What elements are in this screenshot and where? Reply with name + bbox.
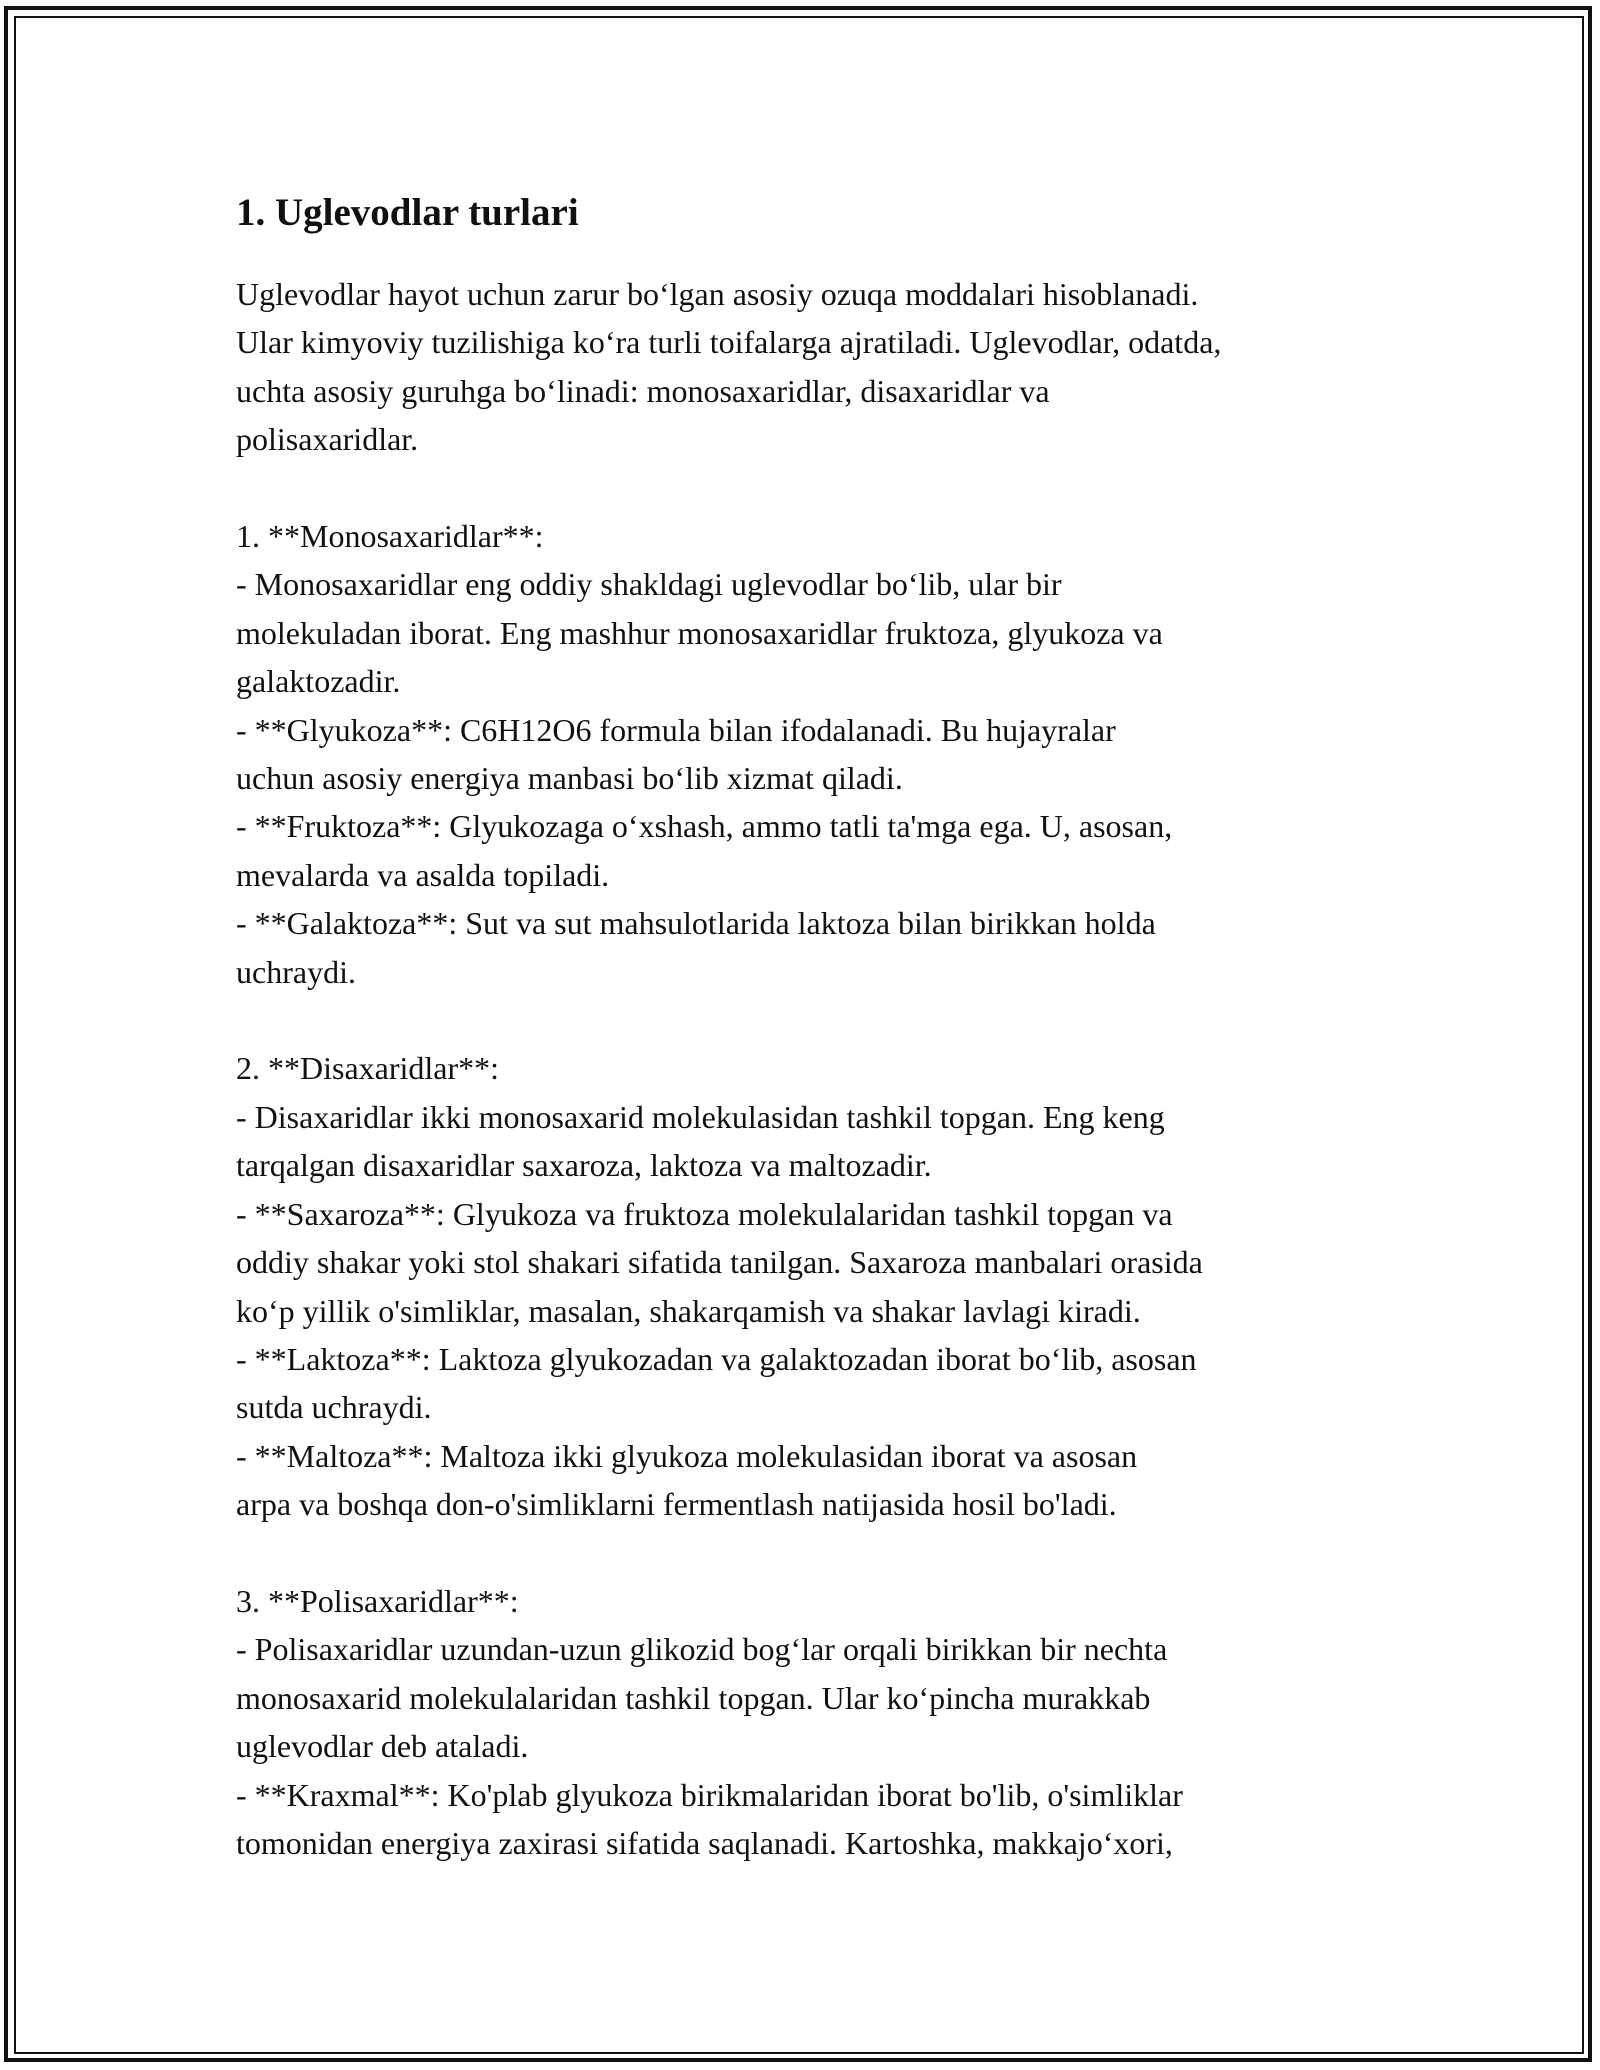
monosaccharides-section: 1. **Monosaxaridlar**: - Monosaxaridlar eng oddiy shakldagi uglevodlar bo‘lib, ular bir molekuladan iborat. Eng mashhur monosaxaridlar fruktoza, glyukoza va galaktozadir. - **Glyukoza**: C6H12O6 formula bilan ifodalanadi. Bu hujayralar uchun asosiy energiya manbasi bo‘lib xizmat qiladi. - **Fruktoza**: Glyukozaga o‘xshash, ammo tatli ta'mga ega. U, asosan, mevalarda va asalda topiladi. - **Galaktoza**: Sut va sut mahsulotlarida laktoza bilan birikkan holda uchraydi.	[236, 518, 1173, 990]
polysaccharides-section: 3. **Polisaxaridlar**: - Polisaxaridlar uzundan-uzun glikozid bog‘lar orqali birikkan bir nechta monosaxarid molekulalaridan tashkil topgan. Ular ko‘pincha murakkab uglevodlar deb ataladi. - **Kraxmal**: Ko'plab glyukoza birikmalaridan iborat bo'lib, o'simliklar tomonidan energiya zaxirasi sifatida saqlanadi. Kartoshka, makkajo‘xori,	[236, 1582, 1183, 1861]
section-heading: 1. Uglevodlar turlari	[236, 191, 579, 234]
disaccharides-section: 2. **Disaxaridlar**: - Disaxaridlar ikki monosaxarid molekulasidan tashkil topgan. Eng keng tarqalgan disaxaridlar saxaroza, laktoza va maltozadir. - **Saxaroza**: Glyukoza va fruktoza molekulalaridan tashkil topgan va oddiy shakar yoki stol shakari sifatida tanilgan. Saxaroza manbalari orasida ko‘p yillik o'simliklar, masalan, shakarqamish va shakar lavlagi kiradi. - **Laktoza**: Laktoza glyukozadan va galaktozadan iborat bo‘lib, asosan sutda uchraydi. - **Maltoza**: Maltoza ikki glyukoza molekulasidan iborat va asosan arpa va boshqa don-o'simliklarni fermentlash natijasida hosil bo'ladi.	[236, 1050, 1203, 1523]
intro-paragraph: Uglevodlar hayot uchun zarur bo‘lgan asosiy ozuqa moddalari hisoblanadi. Ular kimyoviy tuzilishiga ko‘ra turli toifalarga ajratiladi. Uglevodlar, odatda, uchta asosiy guruhga bo‘linadi: monosaxaridlar, disaxaridlar va polisaxaridlar.	[236, 276, 1222, 458]
document-body	[236, 186, 1386, 1867]
